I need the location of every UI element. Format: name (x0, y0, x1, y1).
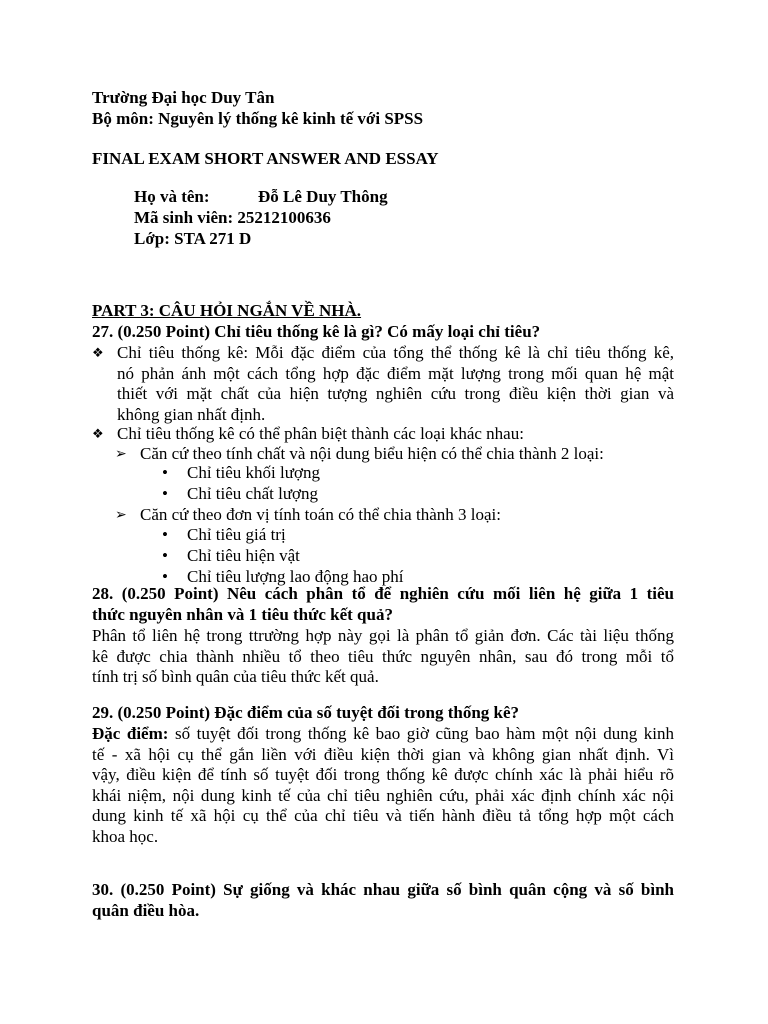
q27-s2-item: Chỉ tiêu giá trị (187, 525, 286, 544)
q29-answer-line: vậy, điều kiện để tính số tuyệt đối trong thống kê được chính xác là phải hiểu rõ (92, 765, 674, 784)
university-name: Trường Đại học Duy Tân (92, 88, 275, 107)
q27-bullet-1 (117, 343, 674, 425)
diamond-bullet-icon: ❖ (92, 346, 104, 361)
q29-answer-first-line (92, 724, 674, 745)
diamond-bullet-icon: ❖ (92, 427, 104, 442)
q29-title: 29. (0.250 Point) Đặc điểm của số tuyệt đối trong thống kê? (92, 703, 520, 722)
dot-bullet-icon: • (162, 567, 168, 586)
q27-b1-line: thiết với mặt chất của hiện tượng nghiên cứu trong điều kiện thời gian và (117, 384, 674, 403)
q28-answer-line: tính trị số bình quân của tiêu thức kết quả. (92, 667, 379, 686)
student-class: Lớp: STA 271 D (134, 229, 252, 248)
part-title: PART 3: CÂU HỎI NGẮN VỀ NHÀ. (92, 301, 362, 320)
q29-label: Đặc điểm: (92, 724, 169, 743)
q29-answer (92, 724, 674, 847)
exam-title: FINAL EXAM SHORT ANSWER AND ESSAY (92, 149, 439, 168)
dot-bullet-icon: • (162, 463, 168, 482)
q27-s1-item: Chỉ tiêu khối lượng (187, 463, 320, 482)
arrow-bullet-icon: ➢ (115, 507, 127, 523)
q29-first-line-rest: số tuyệt đối trong thống kê bao giờ cũng bao hàm một nội dung kinh (168, 724, 675, 743)
dot-bullet-icon: • (162, 546, 168, 565)
q27-b1-line: nó phản ánh một cách tổng hợp đặc điểm mặt lượng trong mối quan hệ mật (117, 363, 674, 383)
department-name: Bộ môn: Nguyên lý thống kê kinh tế với SPSS (92, 109, 424, 128)
q28-answer-line: Phân tổ liên hệ trong ttrường hợp này gọi là phân tổ giản đơn. Các tài liệu thống (92, 626, 674, 645)
student-name-value: Đỗ Lê Duy Thông (258, 187, 388, 206)
q29-answer-line: khoa học. (92, 826, 159, 846)
q29-answer-line: dung kinh tế xã hội cụ thể của chỉ tiêu và tiến hành điều tả tổng hợp một cách (92, 806, 674, 825)
student-name-label: Họ và tên: (134, 187, 210, 206)
q27-b1-line: không gian nhất định. (117, 404, 266, 424)
q27-sub-2: Căn cứ theo đơn vị tính toán có thể chia thành 3 loại: (140, 505, 501, 524)
q27-sub-1: Căn cứ theo tính chất và nội dung biểu hiện có thể chia thành 2 loại: (140, 444, 604, 463)
q27-bullet-2: Chỉ tiêu thống kê có thể phân biệt thành các loại khác nhau: (117, 424, 524, 443)
q29-answer-line: tế - xã hội cụ thể gắn liền với điều kiện thời gian và không gian nhất định. Vì (92, 744, 674, 764)
q28-answer-line: kê được chia thành nhiều tổ theo tiêu thức nguyên nhân, sau đó trong mỗi tổ (92, 646, 674, 666)
q28-answer (92, 626, 674, 688)
q30-title-line: quân điều hòa. (92, 900, 200, 920)
q27-title: 27. (0.250 Point) Chỉ tiêu thống kê là gì? Có mấy loại chỉ tiêu? (92, 322, 541, 341)
q30-title-line: 30. (0.250 Point) Sự giống và khác nhau giữa số bình quân cộng và số bình (92, 880, 674, 899)
q28-title (92, 584, 674, 625)
q27-b1-line: Chỉ tiêu thống kê: Mỗi đặc điểm của tổng thể thống kê là chỉ tiêu thống kê, (117, 343, 674, 362)
dot-bullet-icon: • (162, 484, 168, 503)
q27-s2-item: Chỉ tiêu hiện vật (187, 546, 300, 565)
q29-answer-line: khái niệm, nội dung kinh tế của chỉ tiêu nghiên cứu, phải xác định chính xác nội (92, 785, 674, 805)
q28-title-line: thức nguyên nhân và 1 tiêu thức kết quả? (92, 604, 393, 624)
arrow-bullet-icon: ➢ (115, 446, 127, 462)
student-id: Mã sinh viên: 25212100636 (134, 208, 331, 227)
q27-s1-item: Chỉ tiêu chất lượng (187, 484, 319, 503)
q30-title (92, 880, 674, 921)
dot-bullet-icon: • (162, 525, 168, 544)
q28-title-line: 28. (0.250 Point) Nêu cách phân tổ để nghiên cứu mối liên hệ giữa 1 tiêu (92, 584, 674, 603)
q27-s2-item: Chỉ tiêu lượng lao động hao phí (187, 567, 404, 586)
